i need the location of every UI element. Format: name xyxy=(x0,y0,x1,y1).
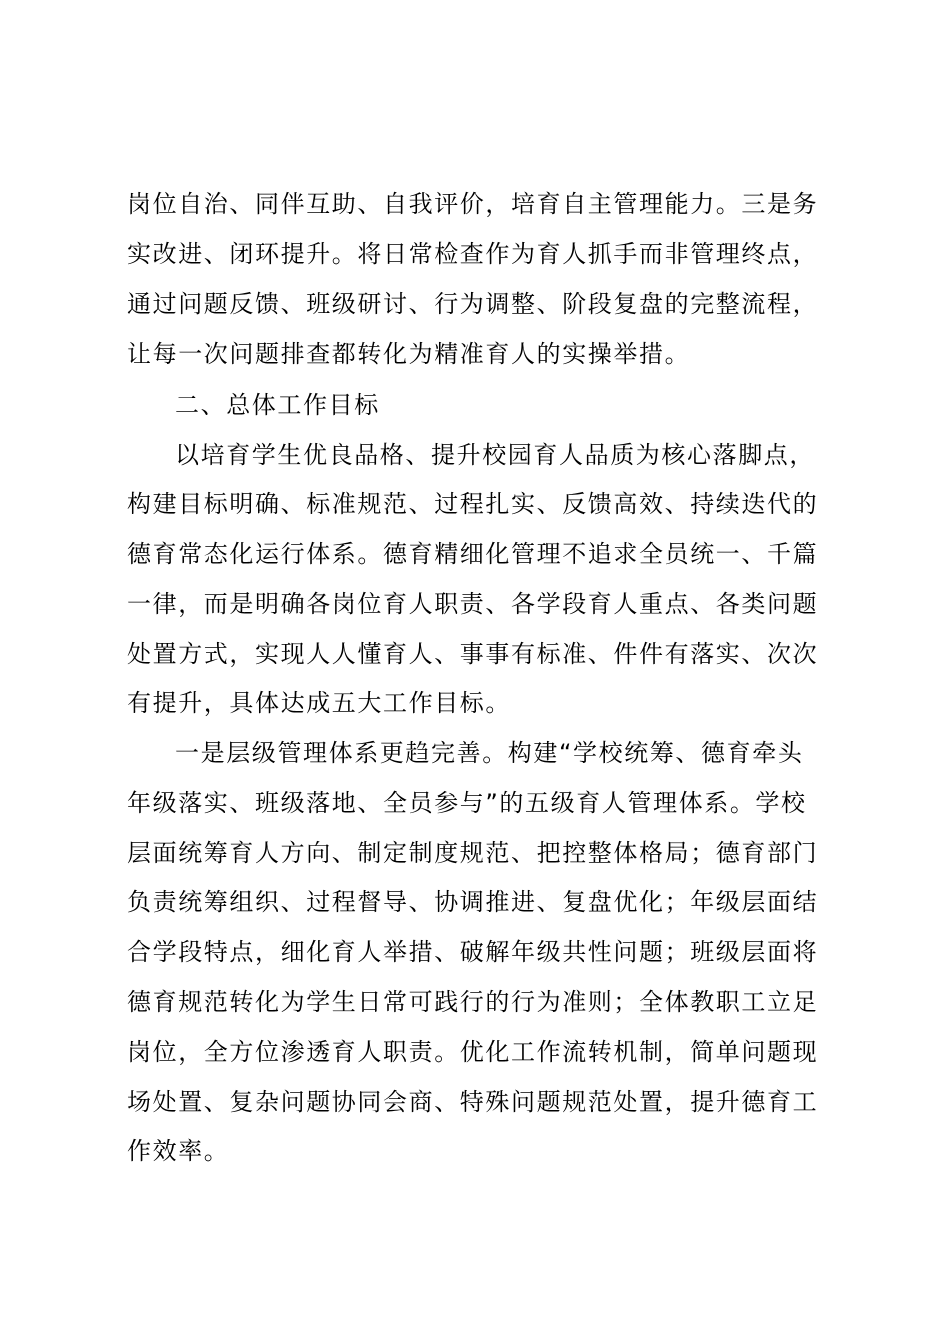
section-heading: 二、总体工作目标 xyxy=(175,391,380,419)
paragraph-line: 德育常态化运行体系。德育精细化管理不追求全员统一、千篇 xyxy=(127,540,819,568)
paragraph-line: 构建目标明确、标准规范、过程扎实、反馈高效、持续迭代的 xyxy=(127,490,819,518)
paragraph-line: 层面统筹育人方向、制定制度规范、把控整体格局；德育部门 xyxy=(127,839,819,867)
paragraph-line: 实改进、闭环提升。将日常检查作为育人抓手而非管理终点， xyxy=(127,240,819,268)
paragraph-line: 德育规范转化为学生日常可践行的行为准则；全体教职工立足 xyxy=(127,988,819,1016)
paragraph-line: 年级落实、班级落地、全员参与”的五级育人管理体系。学校 xyxy=(127,789,807,817)
paragraph-line: 通过问题反馈、班级研讨、行为调整、阶段复盘的完整流程， xyxy=(127,290,819,318)
paragraph-line: 一是层级管理体系更趋完善。构建“学校统筹、德育牵头 xyxy=(175,739,804,767)
paragraph-line: 有提升，具体达成五大工作目标。 xyxy=(127,689,511,717)
paragraph-line: 负责统筹组织、过程督导、协调推进、复盘优化；年级层面结 xyxy=(127,888,819,916)
paragraph-line: 场处置、复杂问题协同会商、特殊问题规范处置，提升德育工 xyxy=(127,1088,819,1116)
paragraph-line: 作效率。 xyxy=(127,1137,230,1165)
paragraph-line: 岗位自治、同伴互助、自我评价，培育自主管理能力。三是务 xyxy=(127,190,819,218)
paragraph-line: 一律，而是明确各岗位育人职责、各学段育人重点、各类问题 xyxy=(127,590,819,618)
paragraph-line: 让每一次问题排查都转化为精准育人的实操举措。 xyxy=(127,340,691,368)
paragraph-line: 处置方式，实现人人懂育人、事事有标准、件件有落实、次次 xyxy=(127,640,819,668)
paragraph-line: 以培育学生优良品格、提升校园育人品质为核心落脚点， xyxy=(175,441,815,469)
paragraph-line: 合学段特点，细化育人举措、破解年级共性问题；班级层面将 xyxy=(127,938,819,966)
paragraph-line: 岗位，全方位渗透育人职责。优化工作流转机制，简单问题现 xyxy=(127,1038,819,1066)
